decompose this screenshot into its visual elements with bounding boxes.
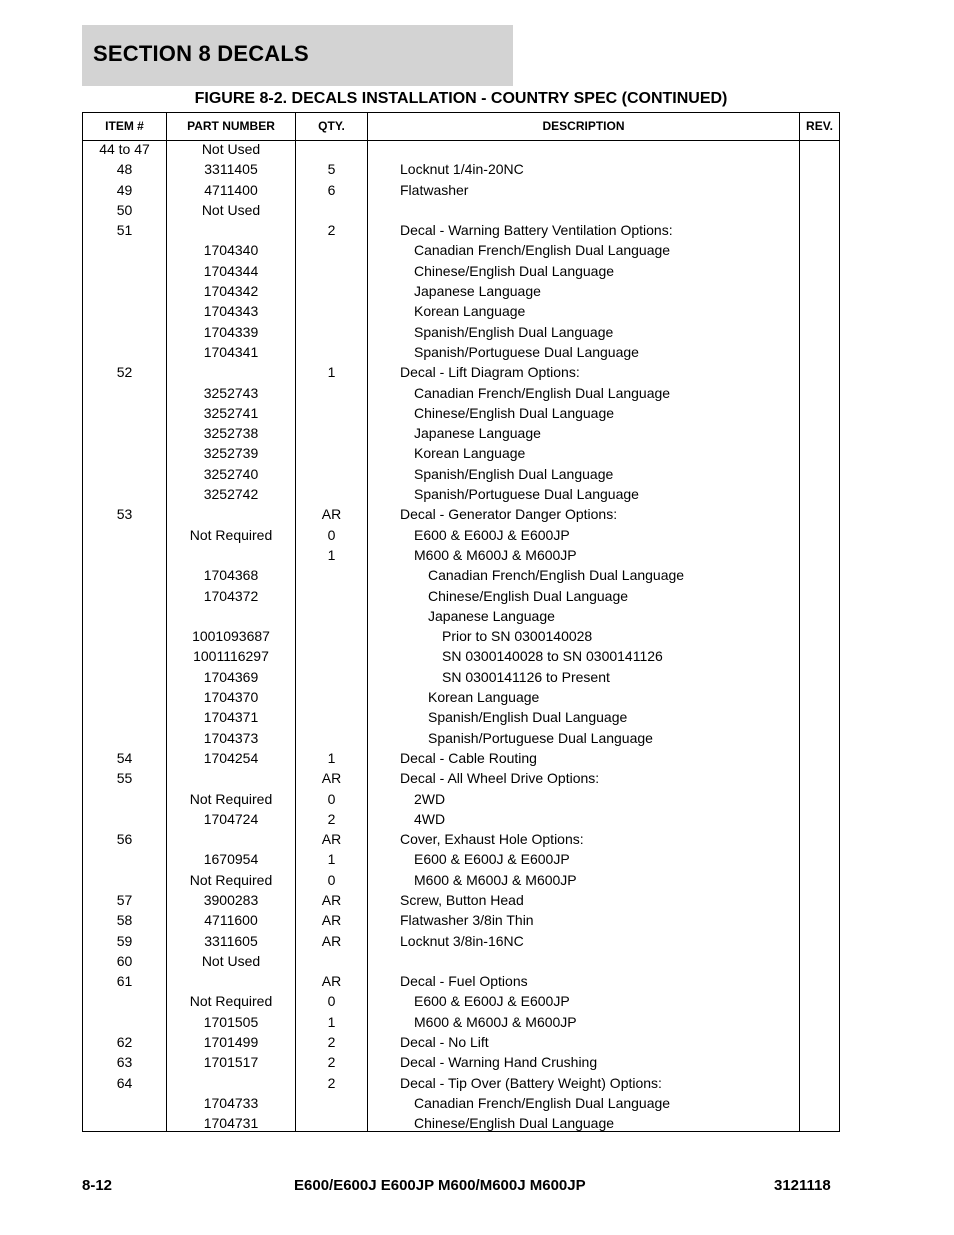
- description-cell: Korean Language: [414, 303, 526, 320]
- table-row: [83, 770, 839, 790]
- description-cell: Locknut 1/4in-20NC: [400, 161, 524, 178]
- qty-cell: 2: [327, 1074, 336, 1091]
- table-row: [83, 831, 839, 851]
- item-cell: 50: [116, 201, 133, 218]
- table-row: [83, 405, 839, 425]
- table-row: [83, 1095, 839, 1115]
- qty-cell: 1: [327, 1013, 336, 1030]
- description-cell: Decal - Generator Danger Options:: [400, 506, 618, 523]
- part-number-cell: Not Required: [189, 993, 273, 1010]
- description-cell: Korean Language: [428, 689, 540, 706]
- description-cell: Japanese Language: [428, 607, 555, 624]
- description-cell: E600 & E600J & E600JP: [414, 851, 570, 868]
- table-body: [83, 141, 839, 1136]
- description-cell: Decal - Warning Battery Ventilation Options:: [400, 222, 673, 239]
- description-cell: M600 & M600J & M600JP: [414, 871, 577, 888]
- description-cell: Screw, Button Head: [400, 891, 524, 908]
- table-row: [83, 730, 839, 750]
- table-row: [83, 811, 839, 831]
- description-cell: Chinese/English Dual Language: [414, 262, 615, 279]
- part-number-cell: 1704733: [203, 1094, 259, 1111]
- part-number-cell: 1704344: [203, 262, 259, 279]
- qty-cell: 1: [327, 749, 336, 766]
- qty-cell: 2: [327, 222, 336, 239]
- part-number-cell: 1704254: [203, 749, 259, 766]
- part-number-cell: Not Used: [201, 201, 261, 218]
- description-cell: Japanese Language: [414, 425, 541, 442]
- header-qty: QTY.: [318, 119, 345, 133]
- header-description: DESCRIPTION: [542, 119, 625, 133]
- description-cell: Spanish/English Dual Language: [414, 465, 614, 482]
- description-cell: Spanish/Portuguese Dual Language: [414, 343, 639, 360]
- item-cell: 53: [116, 506, 133, 523]
- qty-cell: 1: [327, 364, 336, 381]
- document-number: 3121118: [774, 1177, 831, 1194]
- table-row: [83, 303, 839, 323]
- item-cell: 54: [116, 749, 133, 766]
- part-number-cell: 1704369: [203, 668, 259, 685]
- description-cell: Cover, Exhaust Hole Options:: [400, 831, 584, 848]
- qty-cell: 2: [327, 810, 336, 827]
- parts-table: [82, 112, 840, 1132]
- part-number-cell: 3252743: [203, 384, 259, 401]
- part-number-cell: 1704731: [203, 1115, 259, 1132]
- part-number-cell: 3311605: [204, 932, 258, 949]
- table-row: [83, 973, 839, 993]
- part-number-cell: 1701517: [203, 1054, 259, 1071]
- qty-cell: AR: [321, 770, 342, 787]
- description-cell: Decal - All Wheel Drive Options:: [400, 770, 600, 787]
- model-list: E600/E600J E600JP M600/M600J M600JP: [294, 1177, 586, 1194]
- table-row: [83, 1014, 839, 1034]
- description-cell: 2WD: [414, 790, 446, 807]
- header-rev: REV.: [806, 119, 833, 133]
- table-row: [83, 242, 839, 262]
- section-header: [82, 25, 513, 86]
- qty-cell: 0: [327, 790, 336, 807]
- description-cell: Canadian French/English Dual Language: [414, 242, 671, 259]
- part-number-cell: 4711600: [204, 912, 258, 929]
- table-row: [83, 669, 839, 689]
- table-row: [83, 344, 839, 364]
- header-part-number: PART NUMBER: [187, 119, 275, 133]
- item-cell: 62: [116, 1034, 133, 1051]
- table-row: [83, 567, 839, 587]
- qty-cell: 1: [327, 851, 336, 868]
- part-number-cell: Not Required: [189, 790, 273, 807]
- table-row: [83, 506, 839, 526]
- part-number-cell: 1704373: [203, 729, 259, 746]
- table-row: [83, 263, 839, 283]
- description-cell: Decal - Warning Hand Crushing: [400, 1054, 598, 1071]
- part-number-cell: 3252741: [203, 404, 259, 421]
- part-number-cell: 1704339: [203, 323, 259, 340]
- table-row: [83, 364, 839, 384]
- item-cell: 49: [116, 181, 133, 198]
- description-cell: SN 0300140028 to SN 0300141126: [442, 648, 663, 665]
- table-row: [83, 385, 839, 405]
- table-row: [83, 161, 839, 181]
- description-cell: Decal - No Lift: [400, 1034, 489, 1051]
- description-cell: Chinese/English Dual Language: [414, 1115, 615, 1132]
- table-row: [83, 993, 839, 1013]
- part-number-cell: Not Used: [201, 952, 261, 969]
- table-row: [83, 445, 839, 465]
- description-cell: 4WD: [414, 810, 446, 827]
- table-row: [83, 851, 839, 871]
- part-number-cell: 1704371: [203, 709, 259, 726]
- item-cell: 64: [116, 1074, 133, 1091]
- part-number-cell: 3252740: [203, 465, 259, 482]
- table-row: [83, 324, 839, 344]
- item-cell: 51: [116, 222, 133, 239]
- part-number-cell: 3252738: [203, 425, 259, 442]
- section-title: SECTION 8 DECALS: [93, 41, 309, 66]
- description-cell: E600 & E600J & E600JP: [414, 526, 570, 543]
- description-cell: Japanese Language: [414, 283, 541, 300]
- qty-cell: 2: [327, 1054, 336, 1071]
- qty-cell: 6: [327, 181, 336, 198]
- description-cell: Spanish/English Dual Language: [428, 709, 628, 726]
- table-row: [83, 648, 839, 668]
- qty-cell: AR: [321, 891, 342, 908]
- table-row: [83, 547, 839, 567]
- description-cell: Decal - Tip Over (Battery Weight) Options:: [400, 1074, 662, 1091]
- item-cell: 48: [116, 161, 133, 178]
- table-row: [83, 892, 839, 912]
- table-row: [83, 425, 839, 445]
- description-cell: Spanish/Portuguese Dual Language: [414, 486, 639, 503]
- page-number: 8-12: [82, 1177, 113, 1194]
- qty-cell: 0: [327, 993, 336, 1010]
- part-number-cell: 3900283: [203, 891, 259, 908]
- table-row: [83, 182, 839, 202]
- table-row: [83, 912, 839, 932]
- part-number-cell: 1704368: [203, 567, 259, 584]
- table-row: [83, 1115, 839, 1135]
- part-number-cell: 1704724: [203, 810, 259, 827]
- part-number-cell: Not Required: [189, 871, 273, 888]
- table-row: [83, 791, 839, 811]
- table-row: [83, 588, 839, 608]
- item-cell: 59: [116, 932, 133, 949]
- table-row: [83, 466, 839, 486]
- description-cell: Spanish/Portuguese Dual Language: [428, 729, 653, 746]
- part-number-cell: 1704340: [203, 242, 259, 259]
- description-cell: M600 & M600J & M600JP: [414, 546, 577, 563]
- description-cell: Canadian French/English Dual Language: [414, 384, 671, 401]
- qty-cell: 0: [327, 526, 336, 543]
- qty-cell: AR: [321, 506, 342, 523]
- part-number-cell: 1704372: [203, 587, 259, 604]
- table-row: [83, 1034, 839, 1054]
- description-cell: Spanish/English Dual Language: [414, 323, 614, 340]
- header-item: ITEM #: [105, 119, 144, 133]
- table-row: [83, 689, 839, 709]
- qty-cell: AR: [321, 831, 342, 848]
- description-cell: Korean Language: [414, 445, 526, 462]
- description-cell: Decal - Fuel Options: [400, 973, 528, 990]
- figure-title: FIGURE 8-2. DECALS INSTALLATION - COUNTRY SPEC (CONTINUED): [194, 90, 728, 107]
- description-cell: Canadian French/English Dual Language: [428, 567, 685, 584]
- table-row: [83, 222, 839, 242]
- table-row: [83, 750, 839, 770]
- qty-cell: AR: [321, 912, 342, 929]
- part-number-cell: Not Required: [189, 526, 273, 543]
- item-cell: 63: [116, 1054, 133, 1071]
- table-row: [83, 283, 839, 303]
- description-cell: Locknut 3/8in-16NC: [400, 932, 524, 949]
- item-cell: 60: [116, 952, 133, 969]
- part-number-cell: 1704370: [203, 689, 259, 706]
- part-number-cell: Not Used: [201, 141, 261, 157]
- item-cell: 58: [116, 912, 133, 929]
- part-number-cell: 1001093687: [192, 628, 270, 645]
- part-number-cell: 1701499: [203, 1034, 259, 1051]
- item-cell: 56: [116, 831, 133, 848]
- description-cell: E600 & E600J & E600JP: [414, 993, 570, 1010]
- description-cell: Prior to SN 0300140028: [442, 628, 593, 645]
- part-number-cell: 1001116297: [193, 648, 269, 665]
- table-row: [83, 202, 839, 222]
- qty-cell: 1: [327, 546, 336, 563]
- qty-cell: AR: [321, 973, 342, 990]
- table-row: [83, 527, 839, 547]
- table-row: [83, 486, 839, 506]
- table-row: [83, 872, 839, 892]
- table-row: [83, 709, 839, 729]
- part-number-cell: 3252739: [203, 445, 259, 462]
- description-cell: SN 0300141126 to Present: [442, 668, 610, 685]
- part-number-cell: 1701505: [203, 1013, 259, 1030]
- description-cell: Decal - Lift Diagram Options:: [400, 364, 580, 381]
- item-cell: 61: [116, 973, 133, 990]
- part-number-cell: 1670954: [203, 851, 259, 868]
- qty-cell: AR: [321, 932, 342, 949]
- description-cell: M600 & M600J & M600JP: [414, 1013, 577, 1030]
- table-row: [83, 953, 839, 973]
- table-row: [83, 1075, 839, 1095]
- table-row: [83, 608, 839, 628]
- part-number-cell: 3311405: [204, 161, 258, 178]
- item-cell: 55: [116, 770, 133, 787]
- description-cell: Chinese/English Dual Language: [428, 587, 629, 604]
- item-cell: 52: [116, 364, 133, 381]
- description-cell: Flatwasher: [400, 181, 469, 198]
- part-number-cell: 1704342: [203, 283, 259, 300]
- description-cell: Flatwasher 3/8in Thin: [400, 912, 534, 929]
- item-cell: 44 to 47: [99, 141, 150, 157]
- part-number-cell: 3252742: [203, 486, 259, 503]
- table-row: [83, 933, 839, 953]
- qty-cell: 5: [327, 161, 336, 178]
- table-row: [83, 628, 839, 648]
- table-row: [83, 141, 839, 161]
- part-number-cell: 1704341: [203, 343, 259, 360]
- part-number-cell: 1704343: [203, 303, 259, 320]
- item-cell: 57: [116, 891, 133, 908]
- table-row: [83, 1054, 839, 1074]
- qty-cell: 2: [327, 1034, 336, 1051]
- part-number-cell: 4711400: [204, 181, 258, 198]
- description-cell: Chinese/English Dual Language: [414, 404, 615, 421]
- description-cell: Canadian French/English Dual Language: [414, 1094, 671, 1111]
- qty-cell: 0: [327, 871, 336, 888]
- description-cell: Decal - Cable Routing: [400, 749, 537, 766]
